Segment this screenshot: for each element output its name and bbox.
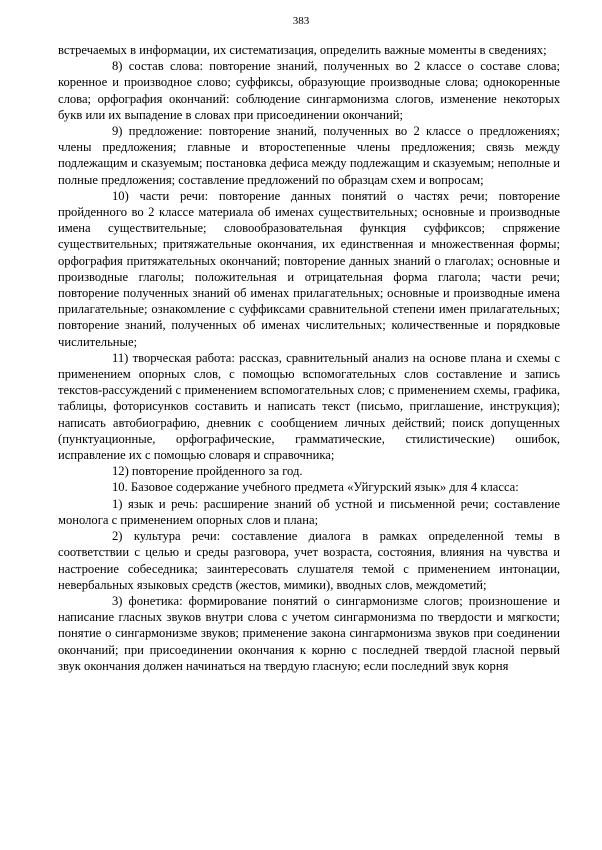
paragraph: 11) творческая работа: рассказ, сравнительный анализ на основе плана и схемы с применением опорных слов, с помощью вспомогательных слов составление и запись текстов-рассуждений с применением вспомогательных слов; с применением схемы, графика, таблицы, фоторисунков составить и написать текст (письмо, приглашение, инструкция); написать автобиографию, дневник с сообщением личных действий; поиск допущенных (пунктуационные, орфографические, грамматические, стилистические) ошибок, исправление их с помощью словаря и справочника; bbox=[58, 350, 560, 463]
paragraph: 10) части речи: повторение данных понятий о частях речи; повторение пройденного во 2 классе материала об именах существительных; основные и производные имена существительные; словообразовательная функция суффиксов; спряжение существительных; притяжательные окончания, их единственная и множественная формы; орфография притяжательных окончаний; повторение данных знаний о глаголах; основные и производные глаголы; положительная и отрицательная форма глагола; части речи; повторение полученных знаний об именах прилагательных; основные и производные имена прилагательные; ознакомление с суффиксами сравнительной степени имен прилагательных; повторение знаний, полученных об именах числительных; количественные и порядковые числительные; bbox=[58, 188, 560, 349]
paragraph: встречаемых в информации, их систематизация, определить важные моменты в сведениях; bbox=[58, 43, 547, 57]
paragraph: 9) предложение: повторение знаний, полученных во 2 классе о предложениях; члены предложения; главные и второстепенные члены предложения; связь между подлежащим и сказуемым; постановка дефиса между подлежащим и сказуемым; неполные и полные предложения; составление предложений по образцам схем и вопросам; bbox=[58, 124, 560, 187]
paragraph: 2) культура речи: составление диалога в рамках определенной темы в соответствии с целью и среды разговора, учет возраста, состояния, влияния на чувства и настроение собеседника; заинтересовать слушателя темой с применением интонации, невербальных языковых средств (жестов, мимики), вводных слов, междометий; bbox=[58, 529, 560, 592]
page-content bbox=[58, 42, 560, 674]
paragraph: 12) повторение пройденного за год. bbox=[112, 464, 303, 479]
paragraph: 3) фонетика: формирование понятий о сингармонизме слогов; произношение и написание гласных звуков внутри слова с учетом сингармонизма по твердости и мягкости; понятие о сингармонизме звуков; применение закона сингармонизма звуков при соединении окончаний; при присоединении окончания к корню с последней твердой гласной первый звук окончания должен начинаться на твердую гласную; если последний звук корня bbox=[58, 593, 560, 673]
paragraph: 8) состав слова: повторение знаний, полученных во 2 классе о составе слова; коренное и производное слово; суффиксы, образующие производные слова; однокоренные слова; орфография окончаний: соблюдение сингармонизма слогов, изменение некоторых букв или их выпадение в словах при присоединении окончаний; bbox=[58, 59, 560, 122]
page-number: 383 bbox=[292, 15, 310, 27]
paragraph: 1) язык и речь: расширение знаний об устной и письменной речи; составление монолога с применением опорных слов и плана; bbox=[58, 496, 560, 527]
paragraph: 10. Базовое содержание учебного предмета «Уйгурский язык» для 4 класса: bbox=[112, 480, 519, 495]
